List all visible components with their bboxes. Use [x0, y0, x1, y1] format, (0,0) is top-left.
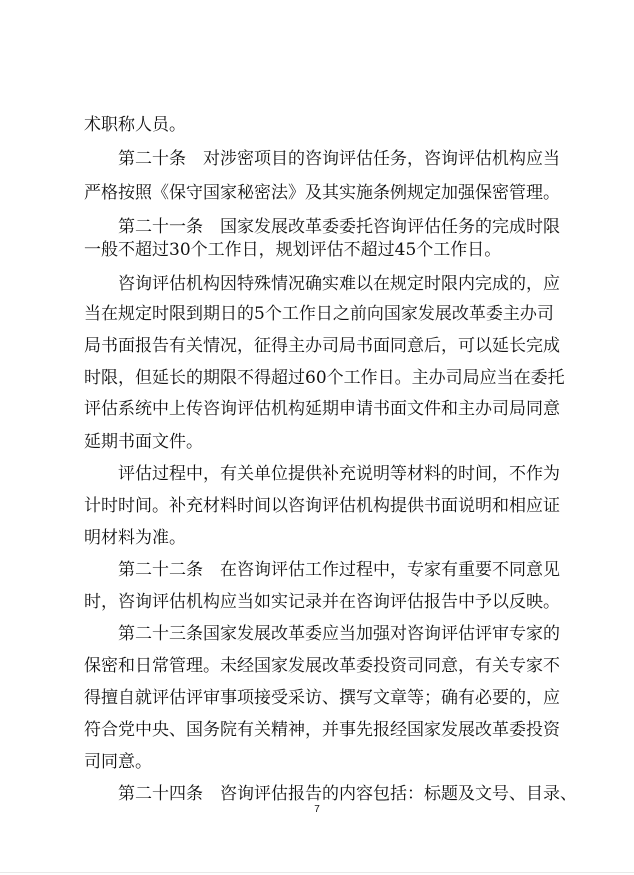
text-line: 第 二 十 二 条 在 咨 询 评 估 工 作 过 程 中 ， 专 家 有 重 要 不 同 意 见 — [118, 560, 560, 580]
text-line: 咨 询 评 估 机 构 因 特 殊 情 况 确 实 难 以 在 规 定 时 限 内 完 成 的 ， 应 — [118, 274, 560, 294]
text-line: 时 ， 咨 询 评 估 机 构 应 当 如 实 记 录 并 在 咨 询 评 估 报 告 中 予 以 反 映 。 — [84, 592, 560, 612]
text-line: 评 估 过 程 中 ， 有 关 单 位 提 供 补 充 说 明 等 材 料 的 时 间 ， 不 作 为 — [118, 464, 560, 484]
text-line: 保 密 和 日 常 管 理 。 未 经 国 家 发 展 改 革 委 投 资 司 同 意 ， 有 关 专 家 不 — [84, 656, 560, 676]
text-line: 评 估 系 统 中 上 传 咨 询 评 估 机 构 延 期 申 请 书 面 文 件 和 主 办 司 局 同 意 — [84, 399, 560, 419]
text-line: 术职称人员。 — [84, 115, 186, 135]
text-line: 一般不超过30个工作日，规划评估不超过45个工作日。 — [84, 240, 502, 260]
text-line: 第 二 十 四 条 咨 询 评 估 报 告 的 内 容 包 括 ： 标 题 及 文 号 、 目 录 、 — [118, 784, 577, 804]
text-line: 计 时 时 间 。 补 充 材 料 时 间 以 咨 询 评 估 机 构 提 供 书 面 说 明 和 相 应 证 — [84, 496, 560, 516]
text-line: 符 合 党 中 央 、 国 务 院 有 关 精 神 ， 并 事 先 报 经 国 家 发 展 改 革 委 投 资 — [84, 720, 560, 740]
page-divider — [0, 872, 634, 873]
text-line: 延期书面文件。 — [84, 432, 203, 452]
text-line: 第 二 十 三 条 国 家 发 展 改 革 委 应 当 加 强 对 咨 询 评 估 评 审 专 家 的 — [118, 624, 560, 644]
text-line: 局 书 面 报 告 有 关 情 况 ， 征 得 主 办 司 局 书 面 同 意 后 ， 可 以 延 长 完 成 — [84, 336, 560, 356]
text-line: 第 二 十 条 对 涉 密 项 目 的 咨 询 评 估 任 务 ， 咨 询 评 估 机 构 应 当 — [118, 149, 560, 169]
text-line: 明材料为准。 — [84, 528, 186, 548]
page-number: 7 — [314, 804, 320, 815]
text-line: 当 在 规 定 时 限 到 期 日 的 5 个 工 作 日 之 前 向 国 家 发 展 改 革 委 主 办 司 — [84, 304, 554, 324]
text-line: 时 限 ， 但 延 长 的 期 限 不 得 超 过 6 0 个 工 作 日 。 主 办 司 局 应 当 在 委 托 — [84, 368, 565, 388]
text-line: 严 格 按 照 《 保 守 国 家 秘 密 法 》 及 其 实 施 条 例 规 定 加 强 保 密 管 理 。 — [84, 183, 560, 203]
text-line: 得 擅 自 就 评 估 评 审 事 项 接 受 采 访 、 撰 写 文 章 等 ； 确 有 必 要 的 ， 应 — [84, 688, 560, 708]
text-line: 第 二 十 一 条 国 家 发 展 改 革 委 委 托 咨 询 评 估 任 务 的 完 成 时 限 — [118, 217, 560, 237]
text-line: 司同意。 — [84, 752, 152, 772]
